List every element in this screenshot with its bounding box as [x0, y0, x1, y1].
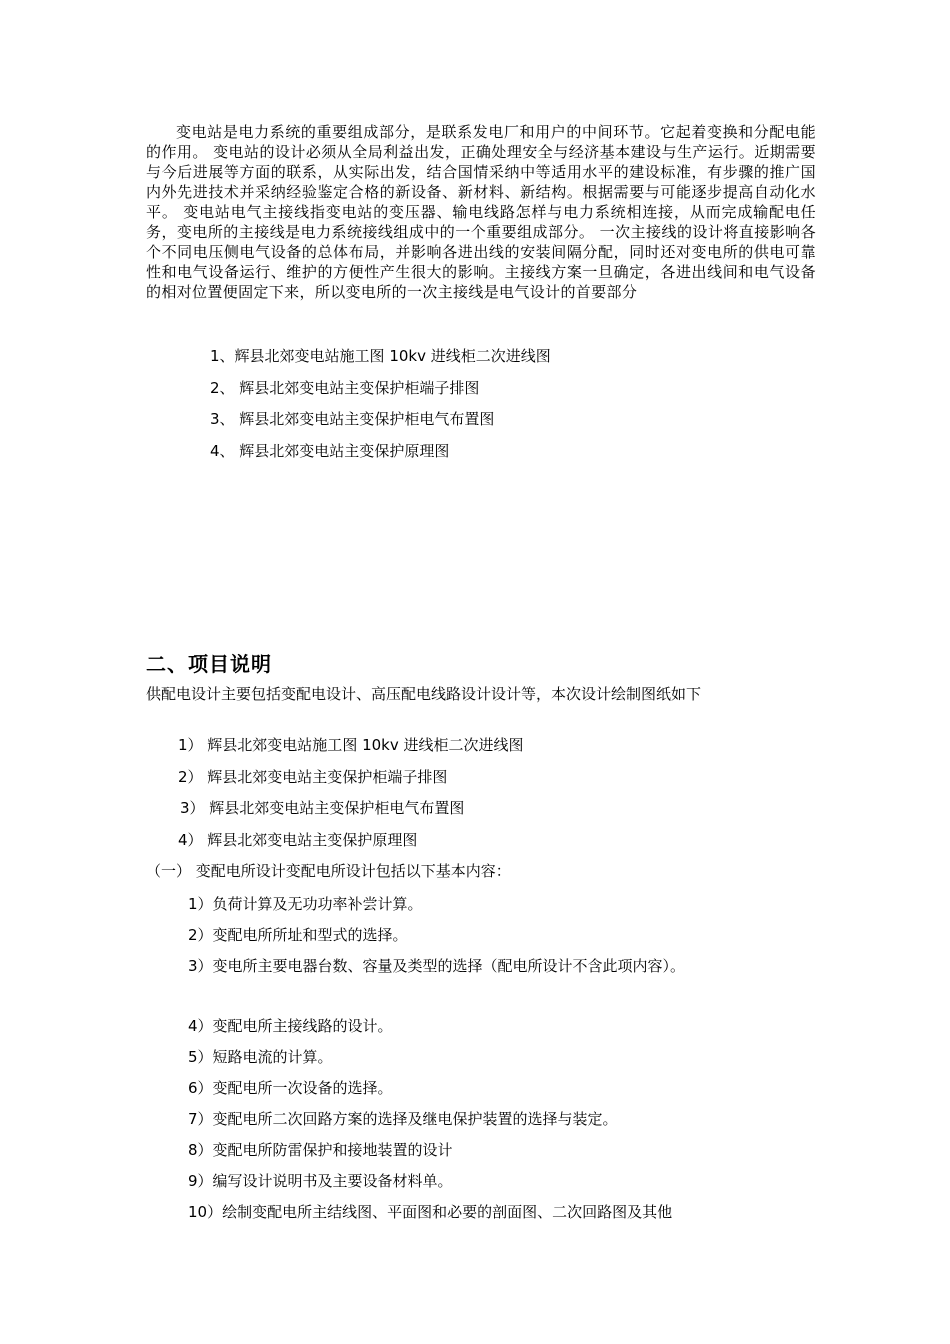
list-item: 2、 辉县北郊变电站主变保护柜端子排图 [210, 378, 480, 397]
intro-paragraph: 变电站是电力系统的重要组成部分，是联系发电厂和用户的中间环节。它起着变换和分配电能的作用。 变电站的设计必须从全局利益出发，正确处理安全与经济基本建设与生产运行。近期需要与今后进展等方面的联系，从实际出发，结合国情采纳中等适用水平的建设标准，有步骤的推广国内外先进技术并采纳经验鉴定合格的新设备、新材料、新结构。根据需要与可能逐步提高自动化水平。 变电站电气主接线指变电站的变压器、输电线路怎样与电力系统相连接，从而完成输配电任务，变电所的主接线是电力系统接线组成中的一个重要组成部分。 一次主接线的设计将直接影响各个不同电压侧电气设备的总体布局，并影响各进出线的安装间隔分配，同时还对变电所的供电可靠性和电气设备运行、维护的方便性产生很大的影响。主接线方案一旦确定，各进出线间和电气设备的相对位置便固定下来，所以变电所的一次主接线是电气设计的首要部分 [146, 123, 816, 301]
list-item: 6）变配电所一次设备的选择。 [188, 1079, 393, 1097]
subsection-title: （一） 变配电所设计变配电所设计包括以下基本内容： [146, 862, 511, 880]
list-item: 4、 辉县北郊变电站主变保护原理图 [210, 441, 450, 460]
design-contents-list [178, 892, 818, 1231]
list-item: 1、辉县北郊变电站施工图 10kv 进线柜二次进线图 [210, 347, 551, 365]
list-item: 3） 辉县北郊变电站主变保护柜电气布置图 [180, 799, 465, 817]
list-item: 4） 辉县北郊变电站主变保护原理图 [178, 830, 418, 849]
section-title: 二、项目说明 [146, 652, 272, 676]
list-item: 9）编写设计说明书及主要设备材料单。 [188, 1172, 453, 1190]
list-item: 8）变配电所防雷保护和接地装置的设计 [188, 1141, 453, 1159]
drawings-list-a [210, 345, 551, 471]
list-item: 10）绘制变配电所主结线图、平面图和必要的剖面图、二次回路图及其他 [188, 1203, 673, 1221]
list-item: 5）短路电流的计算。 [188, 1048, 333, 1066]
drawings-list-b [178, 734, 524, 860]
list-item: 4）变配电所主接线路的设计。 [188, 1017, 393, 1035]
list-item: 3、 辉县北郊变电站主变保护柜电气布置图 [210, 410, 495, 428]
list-item: 2） 辉县北郊变电站主变保护柜端子排图 [178, 767, 448, 786]
list-item: 2）变配电所所址和型式的选择。 [188, 926, 408, 944]
list-item: 1） 辉县北郊变电站施工图 10kv 进线柜二次进线图 [178, 736, 524, 754]
list-item: 3）变电所主要电器台数、容量及类型的选择（配电所设计不含此项内容）。 [188, 957, 686, 975]
section-description: 供配电设计主要包括变配电设计、高压配电线路设计设计等，本次设计绘制图纸如下 [146, 685, 702, 703]
list-item: 1）负荷计算及无功功率补尝计算。 [188, 895, 423, 913]
list-item: 7）变配电所二次回路方案的选择及继电保护装置的选择与装定。 [188, 1110, 618, 1128]
